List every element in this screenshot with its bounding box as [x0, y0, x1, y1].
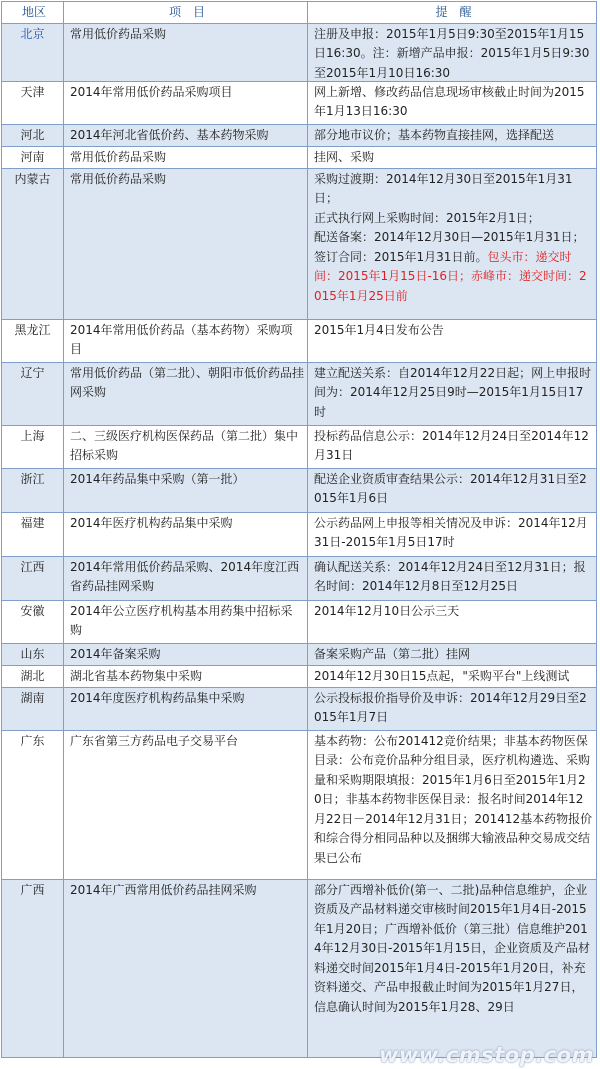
note-cell: 基本药物：公布201412竞价结果；非基本药物医保目录：公布竞价品种分组目录，医疗机构遴选、采购量和采购期限填报：2015年1月6日至2015年1月20日；非基本药物非医保目录：报名时间2014年12月22日－2014年12月31日；201412基本药物报价和综合得分相同品种以及捆绑大输液品种交易成交结果已公布 [307, 731, 596, 879]
table-row [2, 363, 596, 426]
item-cell: 常用低价药品采购 [63, 24, 307, 81]
item-cell: 2014年常用低价药品采购、2014年度江西省药品挂网采购 [63, 557, 307, 600]
region-cell: 福建 [20, 515, 45, 530]
region-cell: 山东 [20, 646, 45, 661]
region-cell: 内蒙古 [14, 171, 51, 186]
region-cell: 黑龙江 [14, 322, 51, 337]
table-row [2, 125, 596, 147]
table-row [2, 24, 596, 82]
table-row [2, 426, 596, 469]
item-cell: 常用低价药品采购 [63, 169, 307, 319]
region-cell: 上海 [20, 428, 45, 443]
header-note: 提 醒 [307, 2, 596, 23]
note-cell: 备案采购产品（第二批）挂网 [307, 644, 596, 665]
note-cell [307, 169, 596, 319]
region-cell: 河南 [20, 149, 45, 164]
note-cell: 确认配送关系：2014年12月24日至12月31日；报名时间：2014年12月8日至12月25日 [307, 557, 596, 600]
note-cell: 投标药品信息公示：2014年12月24日至2014年12月31日 [307, 426, 596, 468]
region-cell: 湖南 [20, 690, 45, 705]
region-cell: 安徽 [20, 603, 45, 618]
region-cell[interactable]: 北京 [20, 26, 45, 41]
item-cell: 2014年备案采购 [63, 644, 307, 665]
region-cell: 天津 [20, 84, 45, 99]
item-cell: 2014年公立医疗机构基本用药集中招标采购 [63, 601, 307, 643]
item-cell: 常用低价药品采购 [63, 147, 307, 168]
note-cell: 网上新增、修改药品信息现场审核截止时间为2015年1月13日16:30 [307, 82, 596, 124]
item-cell: 2014年常用低价药品采购项目 [63, 82, 307, 124]
item-cell: 2014年广西常用低价药品挂网采购 [63, 880, 307, 1057]
item-cell: 常用低价药品（第二批）、朝阳市低价药品挂网采购 [63, 363, 307, 425]
note-cell: 公示药品网上申报等相关情况及申诉：2014年12月31日-2015年1月5日17时 [307, 513, 596, 556]
site-watermark: www.cmstop.com [379, 1043, 594, 1067]
table-header [2, 2, 596, 24]
table-row [2, 469, 596, 513]
table-row [2, 688, 596, 731]
note-line: 正式执行网上采购时间：2015年2月1日； [314, 210, 540, 225]
item-cell: 2014年药品集中采购（第一批） [63, 469, 307, 512]
note-line: 配送备案：2014年12月30日—2015年1月31日； 签订合同：2015年1月31日前。 [314, 230, 591, 264]
note-cell: 2014年12月10日公示三天 [307, 601, 596, 643]
region-cell: 江西 [20, 559, 45, 574]
item-cell: 湖北省基本药物集中采购 [63, 666, 307, 687]
item-cell: 二、三级医疗机构医保药品（第二批）集中招标采购 [63, 426, 307, 468]
region-cell: 河北 [20, 127, 45, 142]
note-cell: 公示投标报价指导价及申诉：2014年12月29日至2015年1月7日 [307, 688, 596, 730]
table-row [2, 320, 596, 363]
note-cell: 配送企业资质审查结果公示：2014年12月31日至2015年1月6日 [307, 469, 596, 512]
table-row [2, 82, 596, 125]
region-cell: 广西 [20, 882, 45, 897]
region-cell: 辽宁 [20, 365, 45, 380]
table-row [2, 601, 596, 644]
table-row [2, 666, 596, 688]
note-highlight: 包头市：递交时间：2015年1月15日-16日；赤峰市：递交时间：2015年1月25日前 [314, 249, 587, 303]
note-cell: 部分地市议价；基本药物直接挂网，选择配送 [307, 125, 596, 146]
table-row [2, 880, 596, 1057]
note-cell: 注册及申报：2015年1月5日9:30至2015年1月15日16:30。注：新增产品申报：2015年1月5日9:30至2015年1月10日16:30 [307, 24, 596, 81]
region-cell: 湖北 [20, 668, 45, 683]
table-row [2, 169, 596, 320]
note-cell: 建立配送关系：自2014年12月22日起；网上申报时间为：2014年12月25日9时—2015年1月15日17时 [307, 363, 596, 425]
table-row [2, 147, 596, 169]
note-line: 采购过渡期：2014年12月30日至2015年1月31日； [314, 171, 573, 205]
policy-table [1, 1, 597, 1058]
header-region: 地区 [21, 5, 46, 19]
region-cell: 浙江 [20, 471, 45, 486]
table-row [2, 513, 596, 557]
item-cell: 2014年医疗机构药品集中采购 [63, 513, 307, 556]
item-cell: 2014年度医疗机构药品集中采购 [63, 688, 307, 730]
note-cell: 部分广西增补低价(第一、二批)品种信息维护，企业资质及产品材料递交审核时间2015年1月4日-2015年1月20日；广西增补低价（第三批）信息维护2014年12月30日-2015年1月15日，企业资质及产品材料递交时间2015年1月4日-2015年1月20日，补充资料递交、产品申报截止时间为2015年1月27日，信息确认时间为2015年1月28、29日 [307, 880, 596, 1057]
note-cell: 2015年1月4日发布公告 [307, 320, 596, 362]
table-row [2, 644, 596, 666]
note-cell: 挂网、采购 [307, 147, 596, 168]
item-cell: 广东省第三方药品电子交易平台 [63, 731, 307, 879]
header-item: 项 目 [63, 2, 307, 23]
note-cell: 2014年12月30日15点起，"采购平台"上线测试 [307, 666, 596, 687]
item-cell: 2014年河北省低价药、基本药物采购 [63, 125, 307, 146]
item-cell: 2014年常用低价药品（基本药物）采购项目 [63, 320, 307, 362]
table-row [2, 557, 596, 601]
region-cell: 广东 [20, 733, 45, 748]
table-row [2, 731, 596, 880]
